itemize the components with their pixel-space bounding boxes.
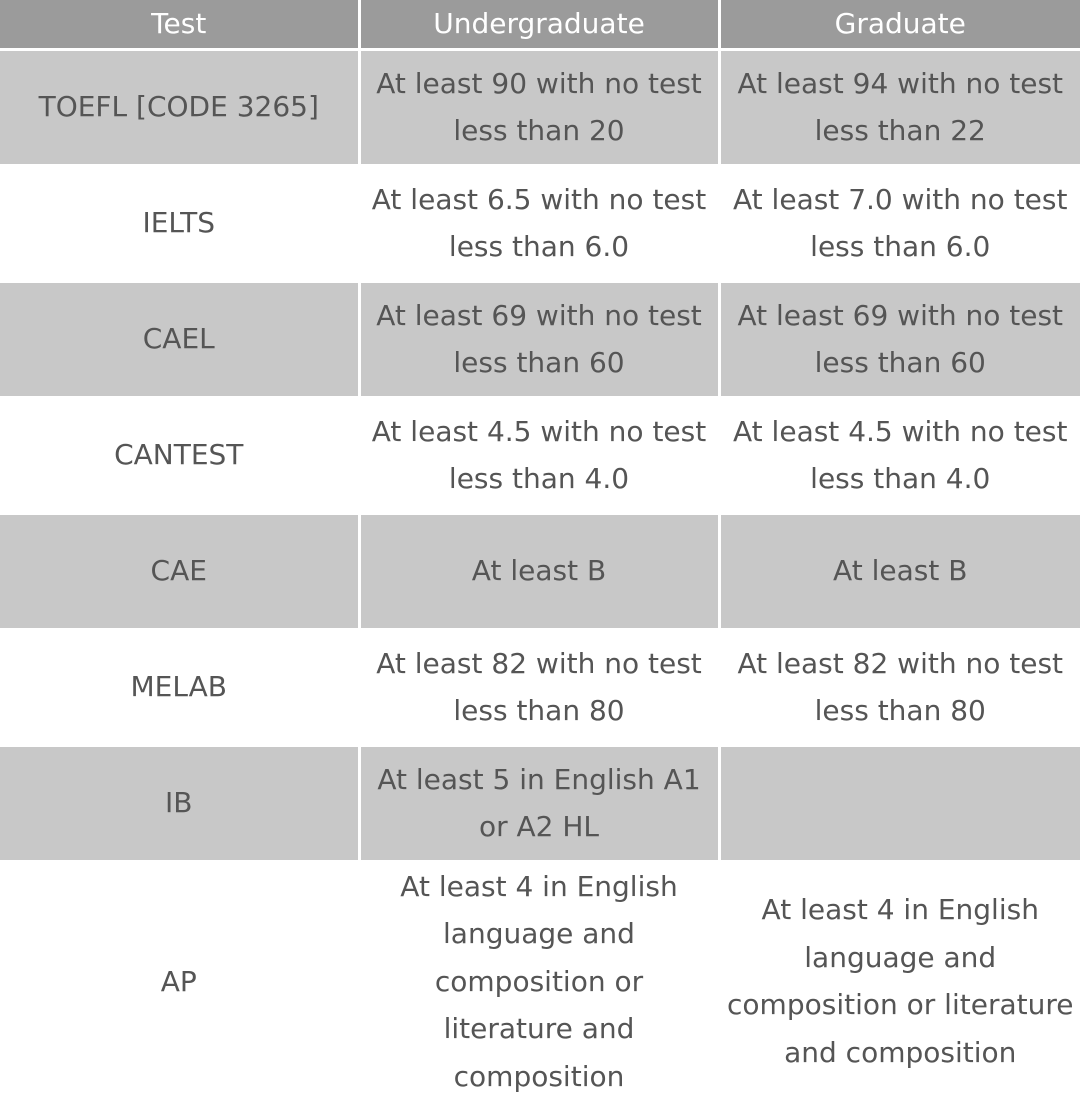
cell-graduate: At least 4.5 with no test less than 4.0 (719, 397, 1080, 513)
table-row (0, 745, 1080, 861)
header-graduate: Graduate (719, 0, 1080, 49)
table-row (0, 397, 1080, 513)
cell-graduate: At least 94 with no test less than 22 (719, 49, 1080, 165)
cell-test: MELAB (0, 629, 359, 745)
cell-undergraduate: At least B (359, 513, 719, 629)
cell-undergraduate: At least 5 in English A1 or A2 HL (359, 745, 719, 861)
cell-undergraduate: At least 90 with no test less than 20 (359, 49, 719, 165)
table-row (0, 49, 1080, 165)
header-row (0, 0, 1080, 49)
cell-graduate: At least 82 with no test less than 80 (719, 629, 1080, 745)
cell-graduate: At least 69 with no test less than 60 (719, 281, 1080, 397)
table-row (0, 513, 1080, 629)
cell-test: CANTEST (0, 397, 359, 513)
header-undergraduate: Undergraduate (359, 0, 719, 49)
table-header (0, 0, 1080, 49)
table-row (0, 281, 1080, 397)
cell-test: IB (0, 745, 359, 861)
cell-undergraduate: At least 4 in English language and composition or literature and composition (359, 861, 719, 1100)
cell-undergraduate: At least 4.5 with no test less than 4.0 (359, 397, 719, 513)
cell-graduate: At least 4 in English language and composition or literature and composition (719, 861, 1080, 1100)
cell-undergraduate: At least 69 with no test less than 60 (359, 281, 719, 397)
cell-undergraduate: At least 82 with no test less than 80 (359, 629, 719, 745)
table-row (0, 629, 1080, 745)
cell-graduate: At least 7.0 with no test less than 6.0 (719, 165, 1080, 281)
table-row (0, 861, 1080, 1100)
table-body (0, 49, 1080, 1100)
table-row (0, 165, 1080, 281)
cell-test: TOEFL [CODE 3265] (0, 49, 359, 165)
header-test: Test (0, 0, 359, 49)
cell-test: CAEL (0, 281, 359, 397)
cell-test: AP (0, 861, 359, 1100)
cell-undergraduate: At least 6.5 with no test less than 6.0 (359, 165, 719, 281)
cell-test: CAE (0, 513, 359, 629)
cell-test: IELTS (0, 165, 359, 281)
cell-graduate: At least B (719, 513, 1080, 629)
cell-graduate (719, 745, 1080, 861)
